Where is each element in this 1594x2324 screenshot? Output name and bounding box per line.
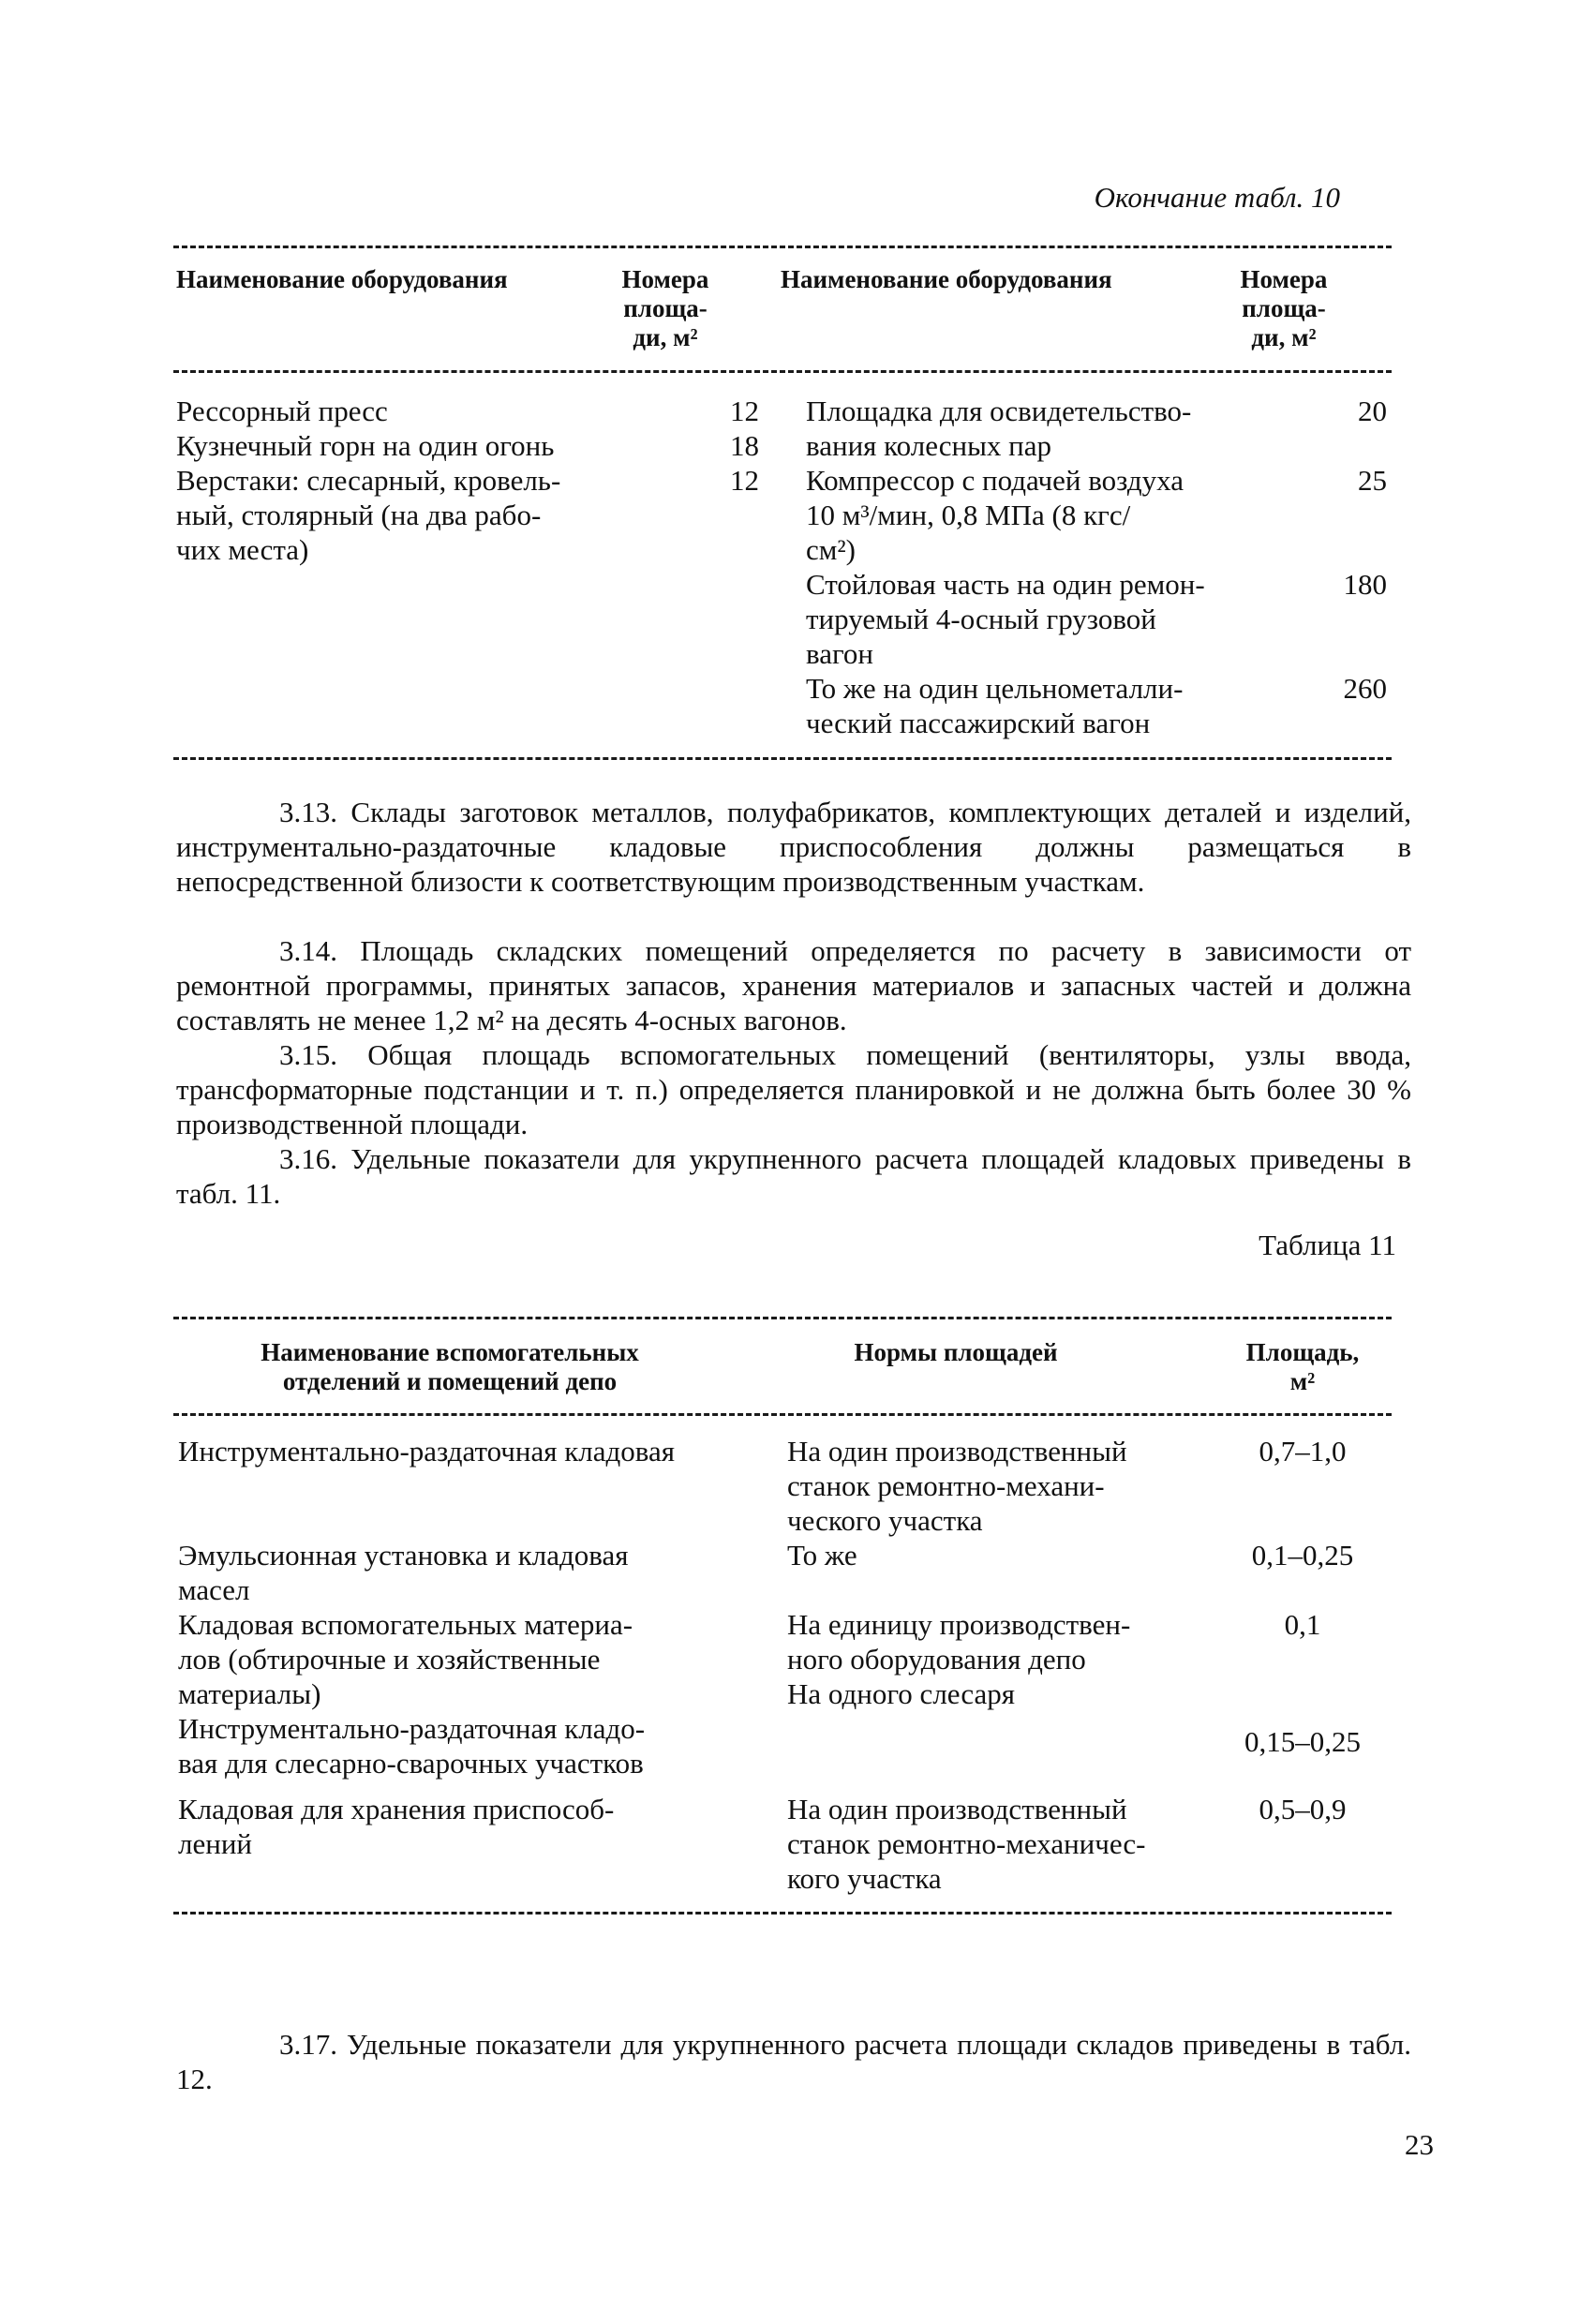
table10-right-row-value: 25	[1358, 464, 1387, 497]
table10-header-area-right: Номера площа- ди, м²	[1240, 265, 1328, 351]
table11-top-rule	[173, 1317, 1392, 1319]
table11-caption: Таблица 11	[1259, 1229, 1396, 1261]
table10-right-row-name: То же на один цельнометалли- ческий пассажирский вагон	[806, 672, 1184, 739]
table11-header-norm: Нормы площадей	[854, 1338, 1058, 1366]
table11-row-norm: На один производственный станок ремонтно-механичес- кого участка	[787, 1793, 1146, 1895]
table10-header-name-left: Наименование оборудования	[176, 265, 508, 293]
table10-caption: Окончание табл. 10	[1094, 181, 1340, 214]
table11-row-norm: То же	[787, 1539, 857, 1572]
table10-top-rule	[173, 246, 1392, 248]
table11-row-area: 0,15–0,25	[1244, 1725, 1361, 1758]
table10-right-row-value: 20	[1358, 395, 1387, 427]
table10-header-rule	[173, 370, 1392, 373]
table11-row-dept: Эмульсионная установка и кладовая масел	[178, 1539, 629, 1606]
table10-right-row-name: Стойловая часть на один ремон- тируемый 4-осный грузовой вагон	[806, 568, 1205, 670]
table11-header-area: Площадь, м²	[1245, 1338, 1360, 1395]
table11-row-area: 0,1–0,25	[1251, 1539, 1354, 1572]
table10-right-row-name: Площадка для освидетельство- вания колесных пар	[806, 395, 1192, 462]
paragraph-3-15: 3.15. Общая площадь вспомогательных помещений (вентиляторы, узлы ввода, трансформаторные подстанции и т. п.) определяется планировкой и не должна быть более 30 % производственной площади.	[176, 1038, 1411, 1140]
table11-row-area: 0,7–1,0	[1259, 1435, 1347, 1467]
paragraph-3-16: 3.16. Удельные показатели для укрупненного расчета площадей кладовых приведены в табл. 11.	[176, 1142, 1411, 1210]
paragraph-3-13: 3.13. Склады заготовок металлов, полуфабрикатов, комплектующих деталей и изделий, инструментально-раздаточные кладовые приспособления должны размещаться в непосредственной близости к соответствующим производственным участкам.	[176, 796, 1411, 898]
table11-row-norm: На один производственный станок ремонтно-механи- ческого участка	[787, 1435, 1127, 1537]
table10-header-name-right: Наименование оборудования	[781, 265, 1112, 293]
table11-row-dept: Инструментально-раздаточная кладо- вая для слесарно-сварочных участков	[178, 1712, 646, 1780]
paragraph-3-17: 3.17. Удельные показатели для укрупненного расчета площади складов приведены в табл. 12.	[176, 2028, 1411, 2095]
table10-left-row-name: Рессорный пресс	[176, 395, 388, 427]
table10-right-row-value: 260	[1343, 672, 1387, 705]
page-number: 23	[1405, 2128, 1434, 2161]
table10-left-row-name: Кузнечный горн на один огонь	[176, 429, 555, 462]
table10-left-row-name: Верстаки: слесарный, кровель- ный, столярный (на два рабо- чих места)	[176, 464, 561, 566]
table10-right-row-name: Компрессор с подачей воздуха 10 м³/мин, 0,8 МПа (8 кгс/ см²)	[806, 464, 1184, 566]
paragraph-3-14: 3.14. Площадь складских помещений определяется по расчету в зависимости от ремонтной программы, принятых запасов, хранения материалов и запасных частей и должна составлять не менее 1,2 м² на десять 4-осных вагонов.	[176, 934, 1411, 1036]
table10-left-row-value: 12	[730, 464, 759, 497]
table11-row-area: 0,5–0,9	[1259, 1793, 1347, 1825]
table11-row-dept: Инструментально-раздаточная кладовая	[178, 1435, 676, 1467]
table11-header-rule	[173, 1413, 1392, 1416]
table10-bottom-rule	[173, 757, 1392, 760]
table10-left-row-value: 18	[730, 429, 759, 462]
table11-header-dept: Наименование вспомогательных отделений и помещений депо	[261, 1338, 639, 1395]
table10-right-row-value: 180	[1343, 568, 1387, 601]
table10-header-area-left: Номера площа- ди, м²	[621, 265, 709, 351]
table11-row-dept: Кладовая для хранения приспособ- лений	[178, 1793, 615, 1860]
table11-bottom-rule	[173, 1912, 1392, 1914]
table11-row-dept: Кладовая вспомогательных материа- лов (обтирочные и хозяйственные материалы)	[178, 1608, 633, 1710]
table10-left-row-value: 12	[730, 395, 759, 427]
table11-row-area: 0,1	[1284, 1608, 1321, 1641]
table11-row-norm: На единицу производствен- ного оборудования депо На одного слесаря	[787, 1608, 1131, 1710]
